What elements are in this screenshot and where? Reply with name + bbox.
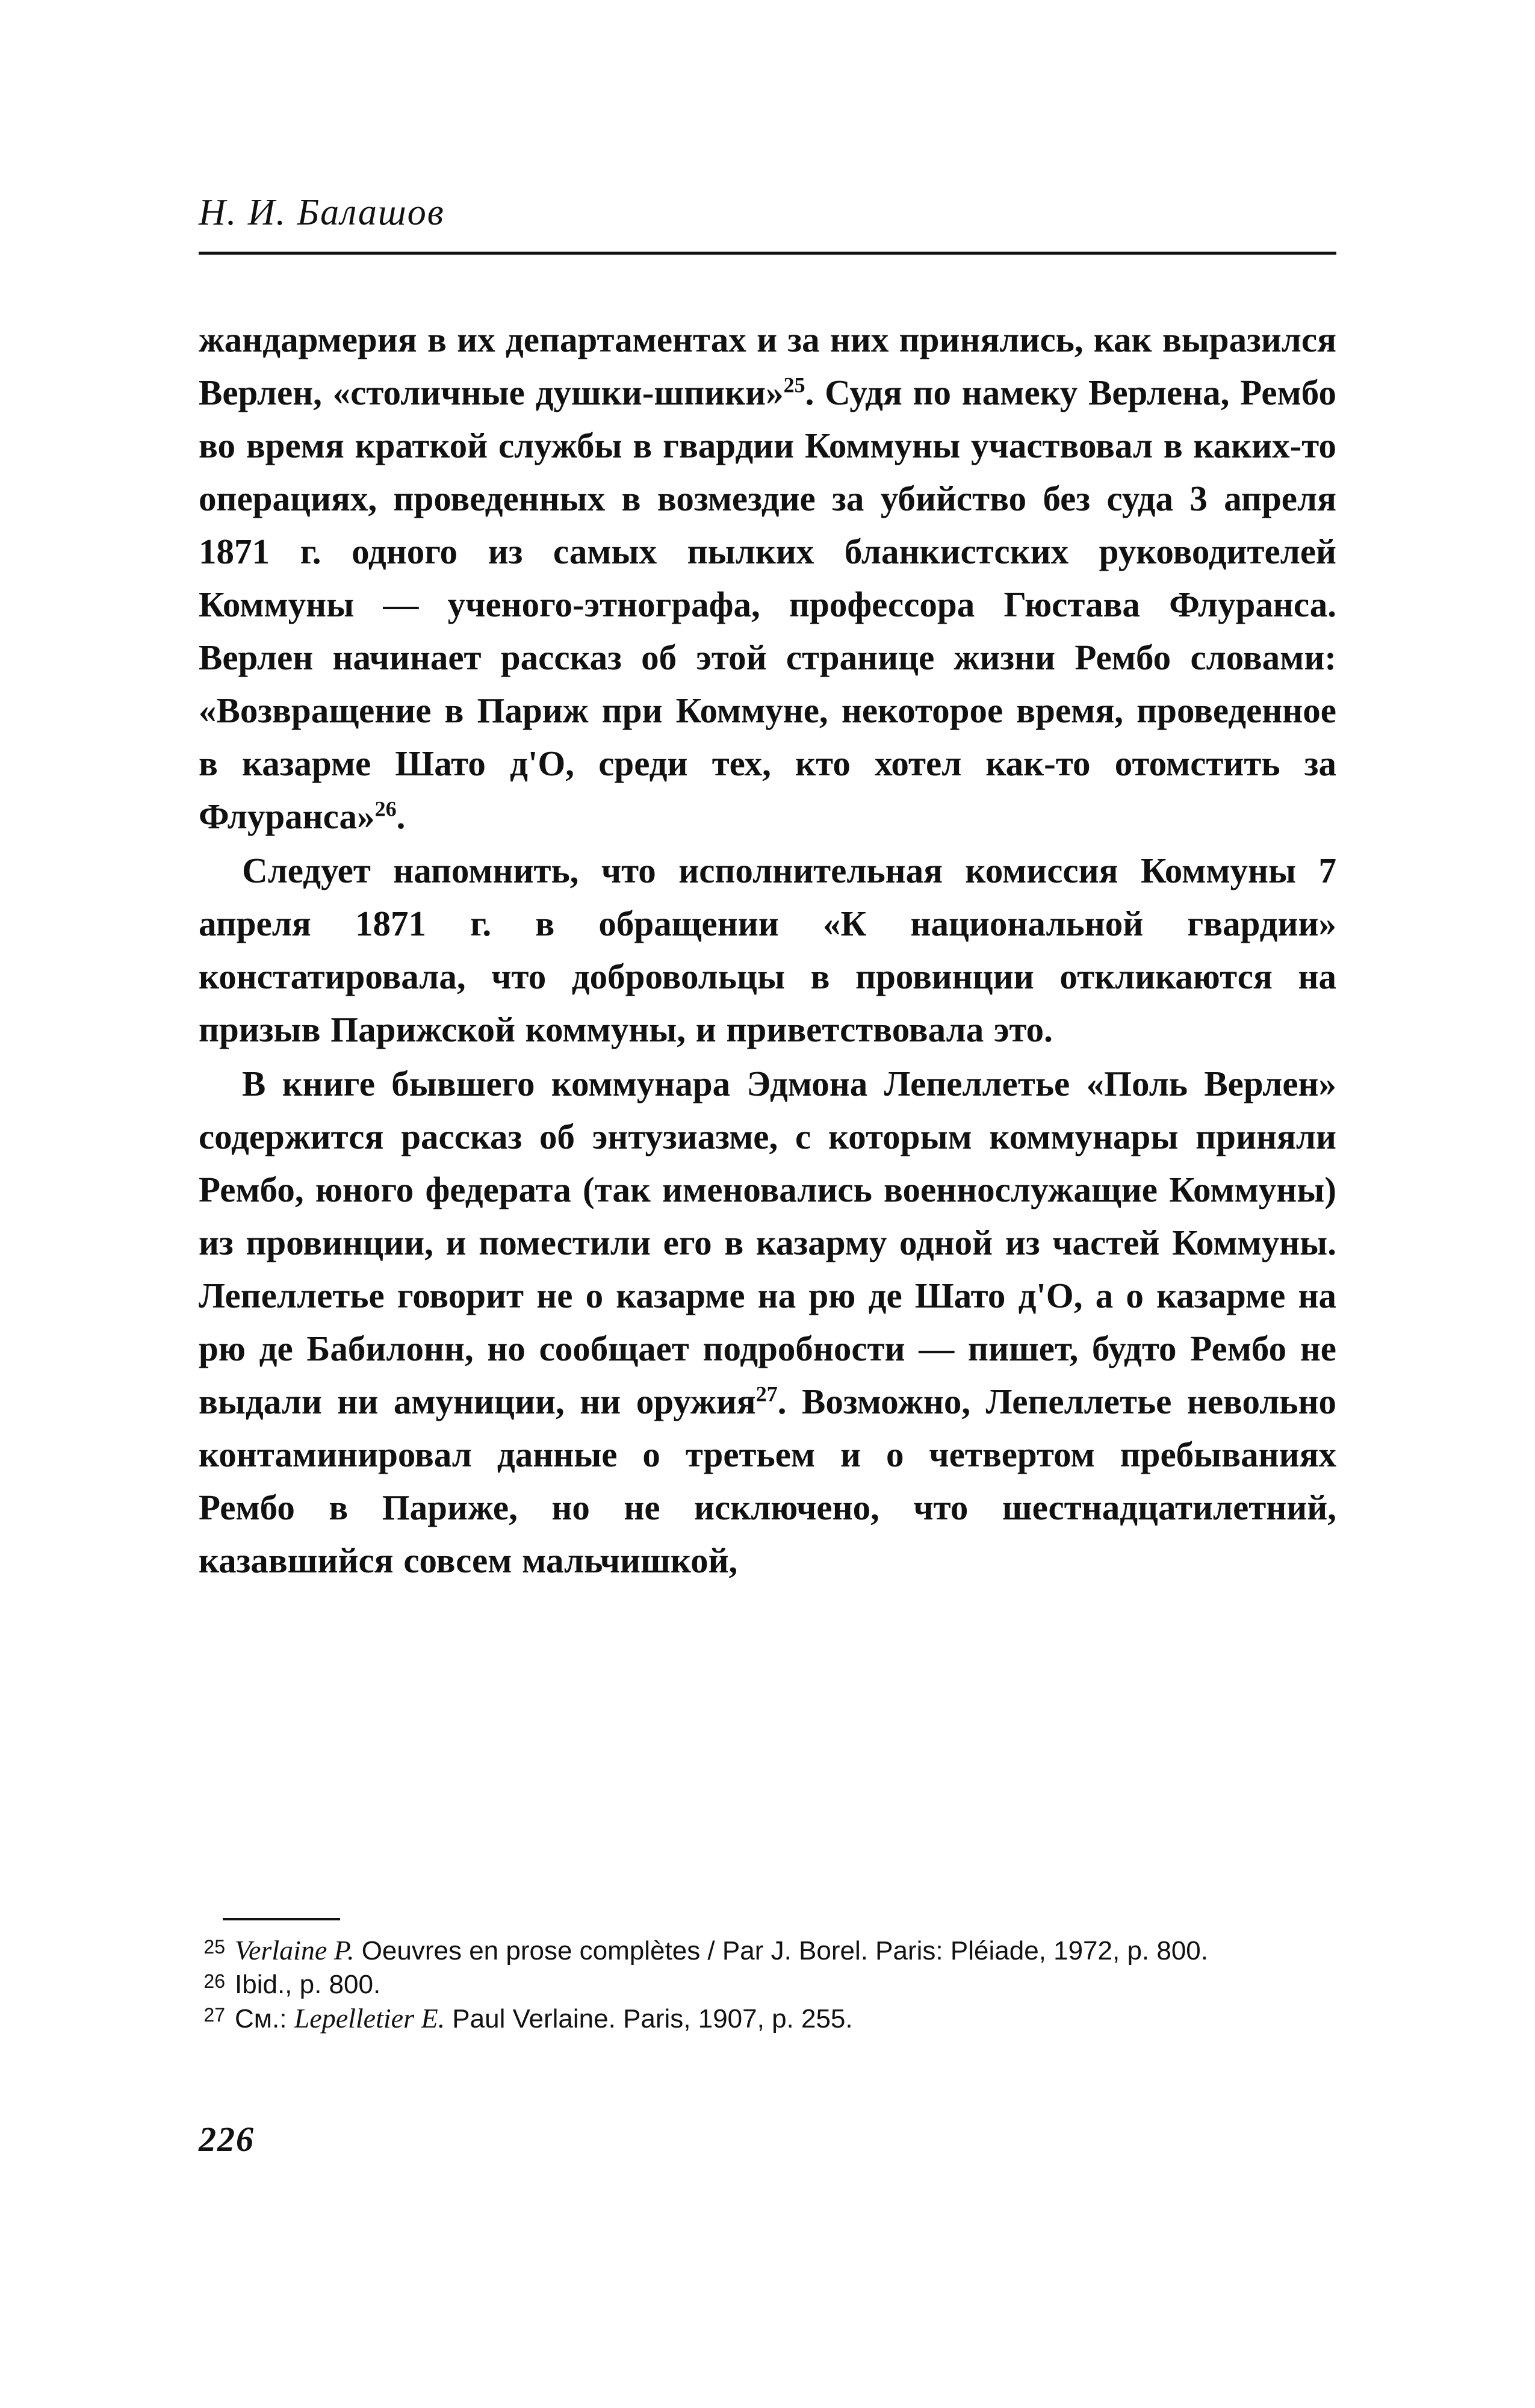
footnotes (199, 1935, 1336, 2038)
paragraph-2-text: Следует напомнить, что исполнительная комиссия Коммуны 7 апреля 1871 г. в обращении «К национальной гвардии» констатировала, что добровольцы в провинции откликаются на призыв Парижской коммуны, и приветствовала это. (199, 851, 1336, 1049)
book-page (199, 0, 1336, 2408)
footnote-number: 25 (203, 1936, 225, 1958)
paragraph-3 (199, 1057, 1336, 1587)
footnote-25 (199, 1935, 1336, 1966)
running-head-author: Н. И. Балашов (199, 192, 445, 233)
footnote-author: Verlaine P. (235, 1935, 355, 1966)
paragraph-1-text-cont: . Судя по намеку Верлена, Рембо во время краткой службы в гвардии Коммуны участвовал в каких-то операциях, проведенных в возмездие за убийство без суда 3 апреля 1871 г. одного из самых пылких бланкистских руководителей Коммуны — ученого-этнографа, профессора Гюстава Флуранса. Верлен начинает рассказ об этой странице жизни Рембо словами: «Возвращение в Париж при Коммуне, некоторое время, проведенное в казарме Шато д'О, среди тех, кто хотел как-то отомстить за Флуранса» (199, 373, 1336, 836)
footnote-number: 27 (203, 2004, 225, 2026)
footnote-27 (199, 2003, 1336, 2034)
paragraph-3-text: В книге бывшего коммунара Эдмона Лепеллетье «Поль Верлен» содержится рассказ об энтузиазме, с которым коммунары приняли Рембо, юного федерата (так именовались военнослужащие Коммуны) из провинции, и поместили его в казарму одной из частей Коммуны. Лепеллетье говорит не о казарме на рю де Шато д'О, а о казарме на рю де Бабилонн, но сообщает подробности — пишет, будто Рембо не выдали ни амуниции, ни оружия (199, 1064, 1336, 1421)
footnote-text: Oeuvres en prose complètes / Par J. Borel. Paris: Pléiade, 1972, p. 800. (354, 1936, 1208, 1966)
paragraph-2 (199, 844, 1336, 1056)
footnote-text: Paul Verlaine. Paris, 1907, p. 255. (445, 2004, 853, 2034)
footnote-text: Ibid., p. 800. (235, 1970, 381, 1999)
footnote-ref-26: 26 (374, 796, 397, 821)
paragraph-1-text-end: . (396, 796, 406, 836)
footnote-26 (199, 1970, 1336, 2000)
footnote-prefix: См.: (235, 2004, 294, 2034)
paragraph-1-text: жандармерия в их департаментах и за них принялись, как выразился Верлен, «столичные душки-шпики» (199, 320, 1336, 412)
paragraph-1 (199, 313, 1336, 843)
footnote-number: 26 (203, 1970, 225, 1992)
header-rule (199, 252, 1336, 255)
footnote-ref-27: 27 (755, 1382, 778, 1406)
footnote-author: Lepelletier E. (294, 2003, 445, 2034)
body-text (199, 313, 1336, 1587)
footnote-ref-25: 25 (783, 373, 805, 397)
page-number: 226 (199, 2120, 255, 2159)
footnote-rule (223, 1918, 340, 1920)
paragraph-3-text-cont: . Возможно, Лепеллетье невольно контаминировал данные о третьем и о четвертом пребываниях Рембо в Париже, но не исключено, что шестнадцатилетний, казавшийся совсем мальчишкой, (199, 1382, 1336, 1580)
